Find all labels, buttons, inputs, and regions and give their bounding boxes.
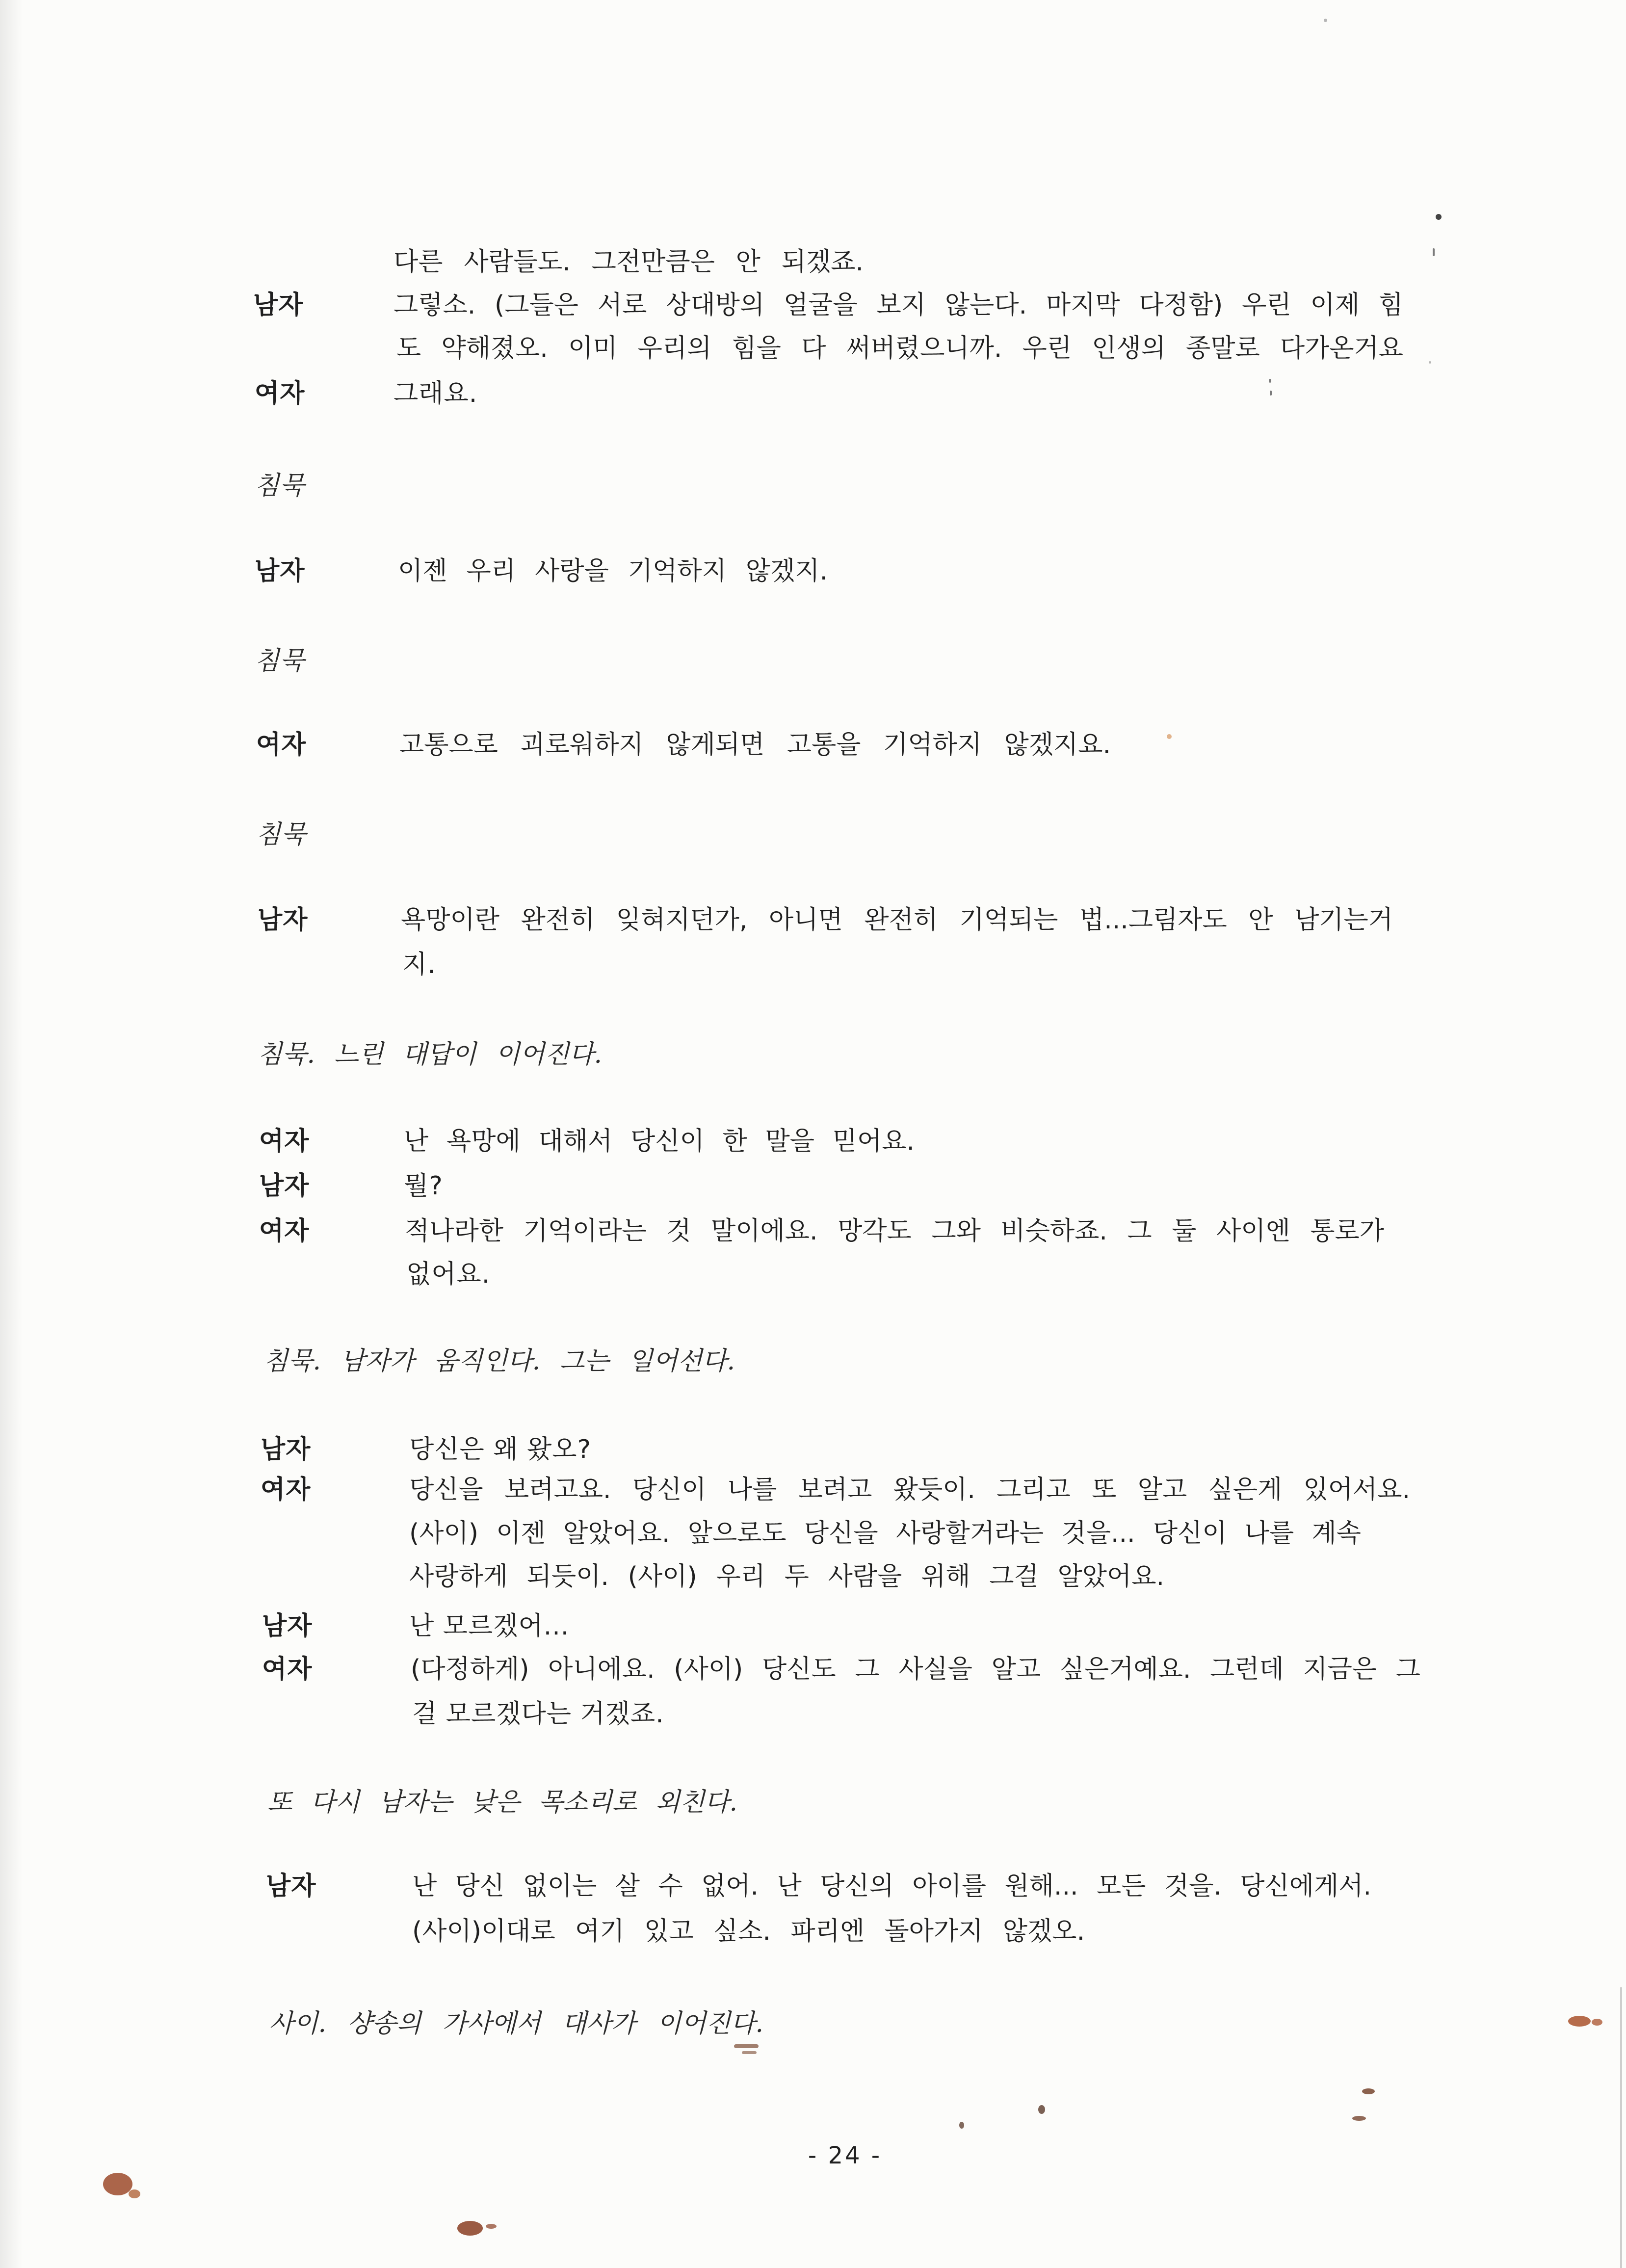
stain xyxy=(1568,2016,1591,2027)
stage-direction: 사이. 샹송의 가사에서 대사가 이어진다. xyxy=(269,2009,763,2038)
speaker-label: 여자 xyxy=(259,1216,310,1246)
stain xyxy=(959,2122,964,2129)
dialogue-line: (다정하게) 아니에요. (사이) 당신도 그 사실을 알고 싶은거예요. 그런데 지금은 그 xyxy=(411,1655,1420,1684)
dialogue-line: 다른 사람들도. 그전만큼은 안 되겠죠. xyxy=(393,247,864,277)
stain xyxy=(1352,2116,1366,2121)
dialogue-line: 난 당신 없이는 살 수 없어. 난 당신의 아이를 원해... 모든 것을. 당신에게서. xyxy=(412,1872,1371,1901)
stain xyxy=(129,2189,140,2198)
stain xyxy=(1269,379,1271,383)
stain xyxy=(1167,734,1172,739)
stain xyxy=(742,2051,757,2054)
dialogue-line: 당신은 왜 왔오? xyxy=(409,1435,592,1464)
stain xyxy=(1436,214,1442,220)
stage-direction: 침묵. 느린 대답이 이어진다. xyxy=(258,1040,602,1069)
stain xyxy=(103,2173,132,2195)
stain xyxy=(1270,391,1272,396)
stain xyxy=(1592,2019,1602,2026)
stage-direction: 침묵 xyxy=(255,646,305,676)
dialogue-line: 적나라한 기억이라는 것 말이에요. 망각도 그와 비슷하죠. 그 둘 사이엔 통로가 xyxy=(405,1216,1384,1246)
dialogue-line: (사이)이대로 여기 있고 싶소. 파리엔 돌아가지 않겠오. xyxy=(412,1917,1085,1946)
speaker-label: 여자 xyxy=(262,1655,313,1684)
dialogue-line: 난 모르겠어... xyxy=(409,1611,570,1641)
stain xyxy=(1324,19,1327,22)
speaker-label: 여자 xyxy=(256,730,307,760)
speaker-label: 남자 xyxy=(266,1872,316,1901)
dialogue-line: 그렇소. (그들은 서로 상대방의 얼굴을 보지 않는다. 마지막 다정함) 우린 이제 힘 xyxy=(393,290,1403,320)
dialogue-line: 도 약해졌오. 이미 우리의 힘을 다 써버렸으니까. 우린 인생의 종말로 다가온거요 xyxy=(396,334,1403,363)
speaker-label: 여자 xyxy=(255,379,305,408)
stage-direction: 침묵. 남자가 움직인다. 그는 일어선다. xyxy=(263,1346,735,1376)
dialogue-line: 난 욕망에 대해서 당신이 한 말을 믿어요. xyxy=(404,1127,915,1156)
scan-shadow xyxy=(0,0,23,2268)
dialogue-line: 뭘? xyxy=(404,1171,443,1201)
stain xyxy=(457,2221,483,2236)
stain xyxy=(1433,248,1435,256)
dialogue-line: 욕망이란 완전히 잊혀지던가, 아니면 완전히 기억되는 법...그림자도 안 남기는거 xyxy=(401,905,1393,935)
speaker-label: 남자 xyxy=(253,290,304,320)
scan-edge xyxy=(1620,1987,1622,2268)
speaker-label: 남자 xyxy=(261,1435,311,1464)
speaker-label: 남자 xyxy=(255,556,305,586)
stain xyxy=(1362,2088,1375,2094)
dialogue-line: 지. xyxy=(402,950,436,979)
dialogue-line: 걸 모르겠다는 거겠죠. xyxy=(412,1699,664,1729)
dialogue-line: (사이) 이젠 알았어요. 앞으로도 당신을 사랑할거라는 것을... 당신이 나를 계속 xyxy=(409,1519,1361,1548)
dialogue-line: 이젠 우리 사랑을 기억하지 않겠지. xyxy=(398,556,828,586)
stain xyxy=(486,2224,497,2229)
stain xyxy=(734,2044,759,2048)
stage-direction: 또 다시 남자는 낮은 목소리로 외친다. xyxy=(267,1788,737,1817)
stain xyxy=(1429,361,1431,364)
speaker-label: 남자 xyxy=(258,905,308,935)
speaker-label: 여자 xyxy=(259,1127,310,1156)
page-number: - 24 - xyxy=(808,2142,882,2169)
dialogue-line: 고통으로 괴로워하지 않게되면 고통을 기억하지 않겠지요. xyxy=(399,730,1111,760)
speaker-label: 남자 xyxy=(259,1171,310,1201)
dialogue-line: 사랑하게 되듯이. (사이) 우리 두 사람을 위해 그걸 알았어요. xyxy=(409,1562,1164,1591)
stage-direction: 침묵 xyxy=(256,820,307,849)
speaker-label: 여자 xyxy=(261,1475,311,1504)
speaker-label: 남자 xyxy=(262,1611,313,1641)
dialogue-line: 당신을 보려고요. 당신이 나를 보려고 왔듯이. 그리고 또 알고 싶은게 있어서요. xyxy=(409,1475,1410,1504)
dialogue-line: 없어요. xyxy=(406,1260,491,1289)
stain xyxy=(1038,2105,1045,2114)
dialogue-line: 그래요. xyxy=(393,379,478,408)
stage-direction: 침묵 xyxy=(255,471,305,501)
